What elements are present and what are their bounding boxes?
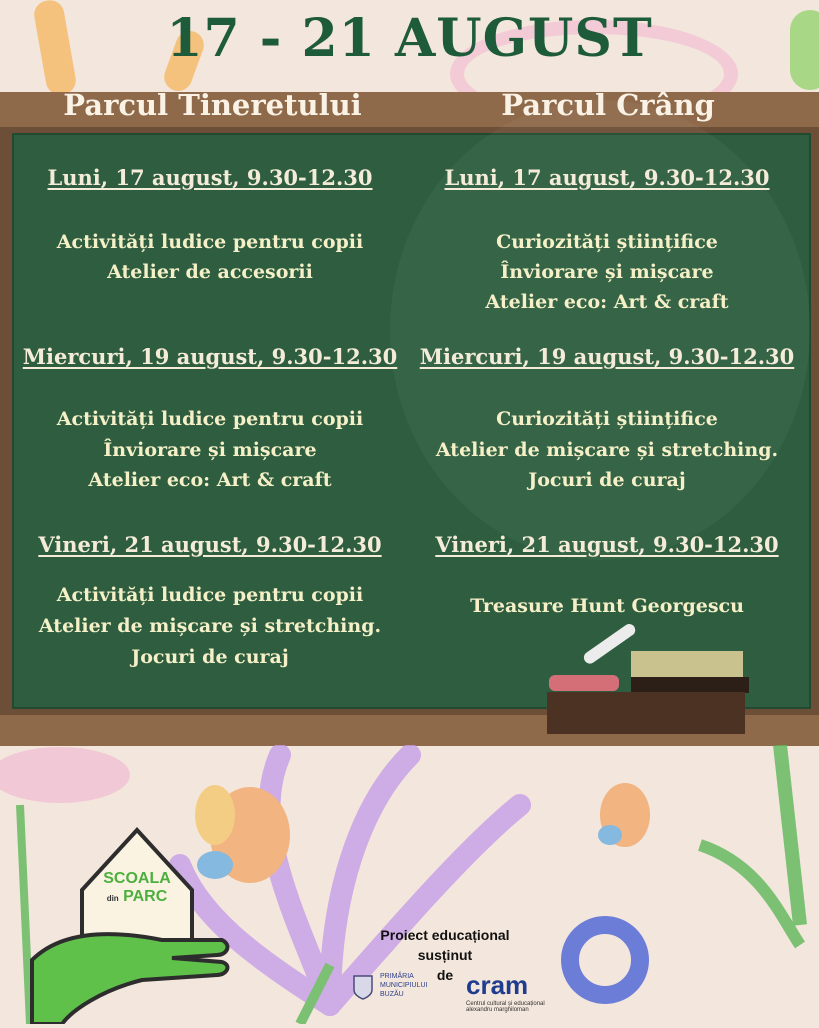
primaria-text — [380, 972, 427, 999]
activity: Atelier de mișcare și stretching. — [435, 439, 779, 461]
activity: Înviorare și mișcare — [103, 439, 317, 461]
cram-subtitle: Centrul cultural și educațional — [466, 1001, 545, 1007]
activity: Jocuri de curaj — [528, 469, 686, 491]
eraser-top — [631, 651, 743, 677]
cram-subtitle: alexandru marghiloman — [466, 1007, 529, 1013]
logo-text-parc: PARC — [123, 888, 168, 905]
activity: Curiozități științifice — [496, 408, 718, 430]
activity: Atelier eco: Art & craft — [485, 291, 729, 313]
activity: Activități ludice pentru copii — [56, 584, 364, 606]
activity: Înviorare și mișcare — [500, 261, 714, 283]
day-heading: Luni, 17 august, 9.30-12.30 — [47, 165, 373, 190]
house-hand-icon — [22, 810, 252, 1024]
primaria-line: BUZĂU — [380, 991, 404, 998]
activity: Atelier de mișcare și stretching. — [38, 615, 382, 637]
eraser-base — [631, 677, 749, 693]
activity: Atelier eco: Art & craft — [88, 469, 332, 491]
day-heading: Luni, 17 august, 9.30-12.30 — [444, 165, 770, 190]
park-title-tineretului: Parcul Tineretului — [63, 88, 362, 122]
cram-logo — [466, 970, 556, 1013]
pink-eraser — [549, 675, 619, 691]
activity: Activități ludice pentru copii — [56, 408, 364, 430]
primaria-line: PRIMĂRIA — [380, 973, 414, 980]
activity: Jocuri de curaj — [131, 646, 289, 668]
project-line: susținut — [417, 947, 473, 963]
event-dates-title: 17 - 21 AUGUST — [166, 8, 653, 69]
cram-name: cram — [466, 970, 529, 1000]
park-title-crang: Parcul Crâng — [501, 88, 715, 122]
logo-text-din: din — [106, 894, 119, 903]
project-line: Proiect educațional — [380, 927, 510, 943]
logo-text-scoala: SCOALA — [103, 870, 171, 887]
scoala-din-parc-logo — [22, 810, 252, 1024]
primaria-line: MUNICIPIULUI — [380, 982, 428, 989]
activity: Treasure Hunt Georgescu — [470, 595, 744, 617]
day-heading: Miercuri, 19 august, 9.30-12.30 — [419, 344, 795, 369]
day-heading: Vineri, 21 august, 9.30-12.30 — [435, 532, 779, 557]
crest-icon — [352, 974, 374, 1000]
chalk-tray — [547, 692, 745, 734]
day-heading: Miercuri, 19 august, 9.30-12.30 — [22, 344, 398, 369]
project-line: de — [436, 967, 454, 983]
activity: Activități ludice pentru copii — [56, 231, 364, 253]
activity: Atelier de accesorii — [107, 261, 313, 283]
activity: Curiozități științifice — [496, 231, 718, 253]
day-heading: Vineri, 21 august, 9.30-12.30 — [38, 532, 382, 557]
